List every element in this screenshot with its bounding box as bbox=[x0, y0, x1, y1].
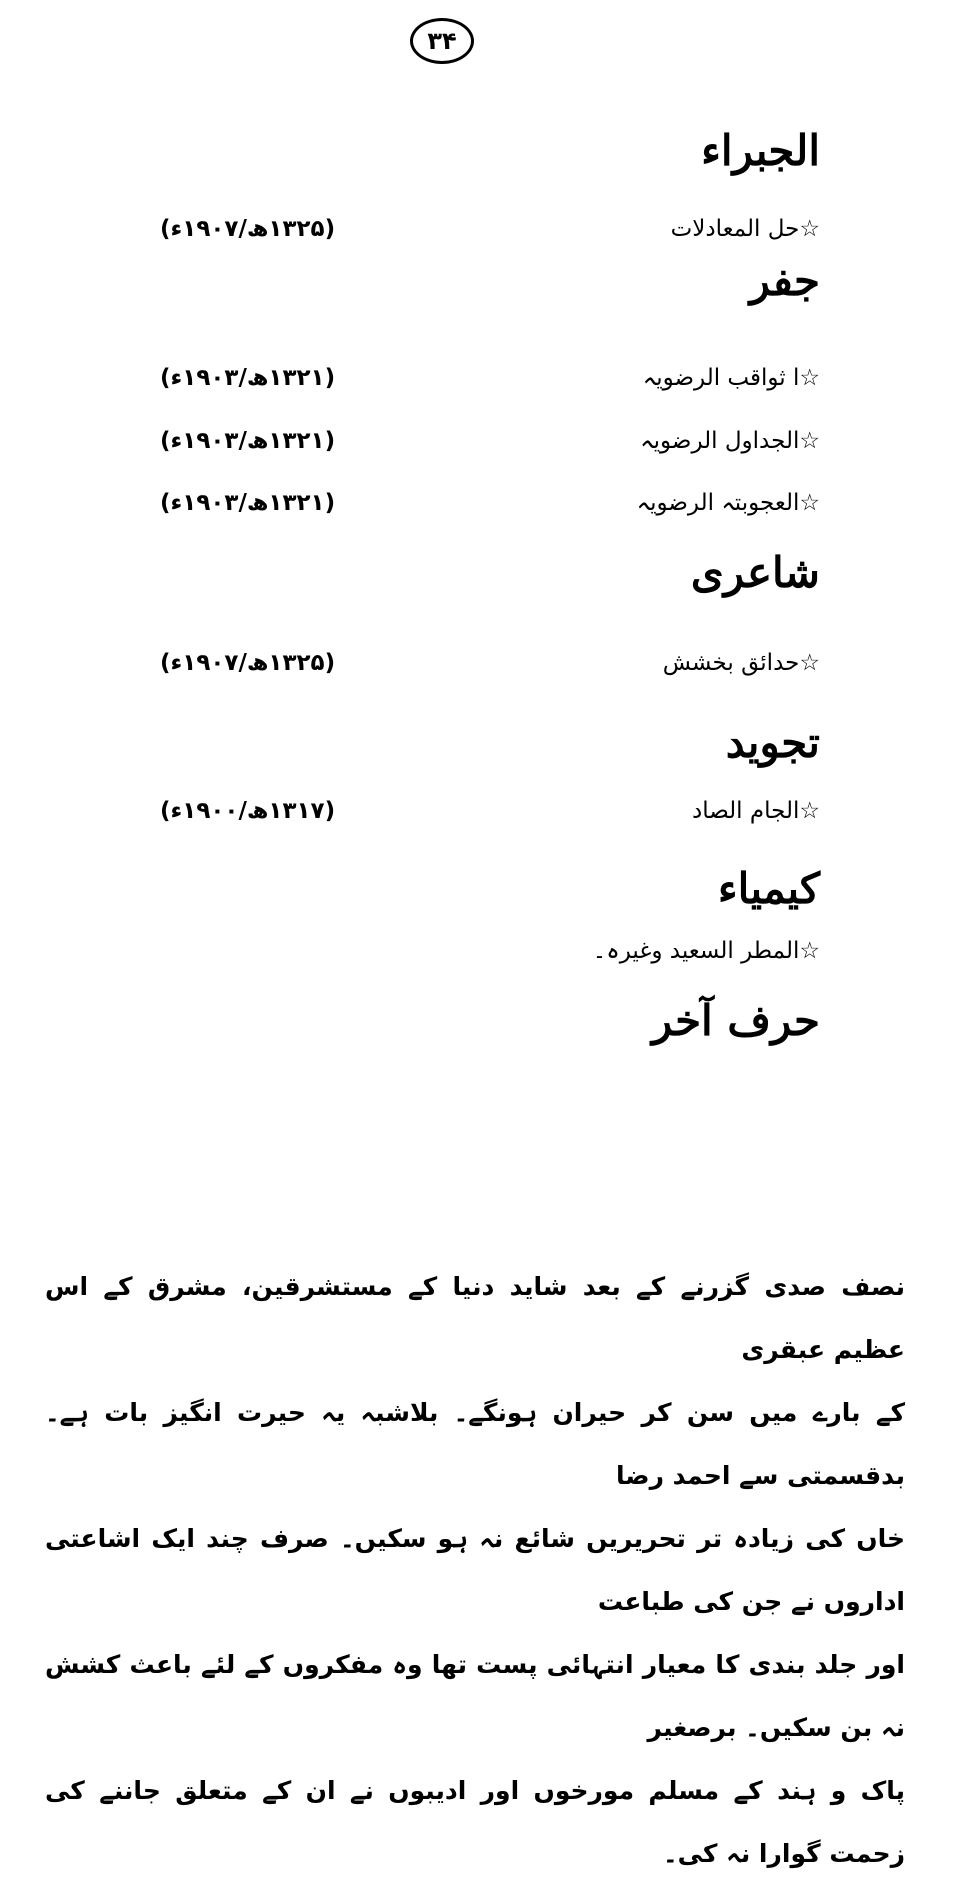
section-heading-chemistry: کیمیاء bbox=[717, 864, 820, 913]
item-title: ☆حل المعادلات bbox=[670, 216, 820, 242]
item-date: (۱۳۱۷ھ/۱۹۰۰ء) bbox=[160, 798, 336, 824]
item-date: (۱۳۲۱ھ/۱۹۰۳ء) bbox=[160, 490, 336, 516]
section-heading-jafar: جفر bbox=[749, 256, 820, 305]
section-heading-tajweed: تجوید bbox=[725, 718, 820, 767]
item-date: (۱۳۲۱ھ/۱۹۰۳ء) bbox=[160, 365, 336, 391]
paragraph-line: خاں کی زیادہ تر تحریریں شائع نہ ہو سکیں۔ صرف چند ایک اشاعتی اداروں نے جن کی طباعت bbox=[45, 1524, 905, 1616]
paragraph-line: کے بارے میں سن کر حیران ہونگے۔ بلاشبہ یہ حیرت انگیز بات ہے۔ بدقسمتی سے احمد رضا bbox=[45, 1398, 905, 1490]
item-title: ☆المطر السعید وغیرہ۔ bbox=[592, 938, 820, 964]
item-date: (۱۳۲۵ھ/۱۹۰۷ء) bbox=[160, 216, 336, 242]
item-title: ☆حدائق بخشش bbox=[662, 650, 820, 676]
item-date: (۱۳۲۵ھ/۱۹۰۷ء) bbox=[160, 650, 336, 676]
section-heading-algebra: الجبراء bbox=[701, 126, 820, 175]
section-heading-poetry: شاعری bbox=[690, 548, 820, 597]
paragraph-line: پاک و ہند کے مسلم مورخوں اور ادیبوں نے ان کے متعلق جاننے کی زحمت گوارا نہ کی۔ bbox=[45, 1776, 905, 1868]
item-date: (۱۳۲۱ھ/۱۹۰۳ء) bbox=[160, 428, 336, 454]
paragraph-line: نصف صدی گزرنے کے بعد شاید دنیا کے مستشرقین، مشرق کے اس عظیم عبقری bbox=[45, 1272, 905, 1364]
section-heading-closing: حرف آخر bbox=[651, 996, 820, 1045]
item-title: ☆ا ثواقب الرضویہ bbox=[642, 365, 820, 391]
page-number: ۳۴ bbox=[410, 18, 474, 64]
paragraph-line: اور جلد بندی کا معیار انتہائی پست تھا وہ مفکروں کے لئے باعث کشش نہ بن سکیں۔ برصغیر bbox=[45, 1650, 905, 1742]
item-title: ☆الجداول الرضویہ bbox=[640, 428, 820, 454]
closing-paragraph bbox=[45, 1255, 905, 1885]
item-title: ☆الجام الصاد bbox=[691, 798, 820, 824]
item-title: ☆العجوبتہ الرضویہ bbox=[636, 490, 820, 516]
